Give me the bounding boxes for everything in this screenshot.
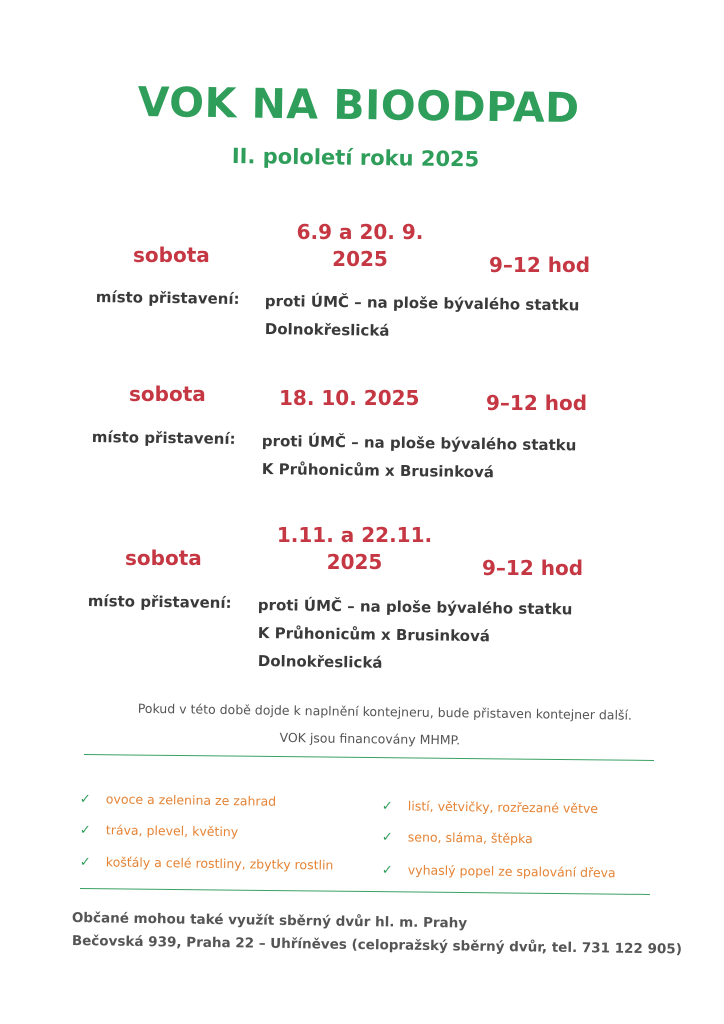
note-line1: Pokud v této době dojde k naplnění kontejneru, bude přistaven kontejner další. bbox=[137, 700, 633, 723]
check-icon: ✓ bbox=[79, 854, 91, 871]
check-icon: ✓ bbox=[79, 791, 91, 808]
event-1-day: sobota bbox=[133, 243, 210, 267]
event-3-date bbox=[262, 522, 447, 576]
footer-line2: Bečovská 939, Praha 22 – Uhříněves (celopražský sběrný dvůr, tel. 731 122 905) bbox=[71, 933, 683, 958]
check-icon: ✓ bbox=[381, 862, 393, 879]
list-item bbox=[382, 795, 598, 817]
event-1-place-label: místo přistavení: bbox=[95, 288, 240, 309]
item-label: ovoce a zelenina ze zahrad bbox=[105, 791, 277, 809]
check-icon: ✓ bbox=[381, 829, 393, 846]
event-1-place-line2: Dolnokřeslická bbox=[264, 320, 390, 340]
item-label: košťály a celé rostliny, zbytky rostlin bbox=[105, 854, 334, 873]
list-item bbox=[80, 788, 277, 810]
page-title: VOK NA BIOODPAD bbox=[137, 78, 580, 133]
event-1-date bbox=[285, 219, 435, 273]
item-label: vyhaslý popel ze spalování dřeva bbox=[407, 862, 616, 881]
event-3-place-label: místo přistavení: bbox=[87, 592, 232, 613]
event-2-place-line1: proti ÚMČ – na ploše bývalého statku bbox=[261, 432, 577, 455]
event-3-place-line3: Dolnokřeslická bbox=[257, 652, 383, 672]
list-item bbox=[80, 819, 239, 840]
item-label: tráva, plevel, květiny bbox=[105, 822, 239, 840]
check-icon: ✓ bbox=[79, 822, 91, 839]
item-label: listí, větvičky, rozřezané větve bbox=[407, 798, 599, 817]
event-1-date-line1: 6.9 a 20. 9. bbox=[296, 220, 424, 244]
event-2-time: 9–12 hod bbox=[486, 391, 588, 415]
event-3-place-line1: proti ÚMČ – na ploše bývalého statku bbox=[257, 596, 573, 619]
check-icon: ✓ bbox=[381, 798, 393, 815]
event-3-day: sobota bbox=[125, 546, 202, 570]
event-2-date: 18. 10. 2025 bbox=[279, 386, 420, 410]
list-item bbox=[80, 851, 334, 874]
event-3-date-line2: 2025 bbox=[326, 550, 383, 574]
event-1-time: 9–12 hod bbox=[489, 253, 591, 277]
divider-top bbox=[84, 754, 654, 761]
footer-line1: Občané mohou také využít sběrný dvůr hl. m. Prahy bbox=[71, 910, 468, 932]
item-label: seno, sláma, štěpka bbox=[407, 829, 533, 847]
event-3-date-line1: 1.11. a 22.11. bbox=[276, 523, 433, 547]
event-1-place-line1: proti ÚMČ – na ploše bývalého statku bbox=[264, 292, 580, 315]
event-3-place-line2: K Průhonicům x Brusinková bbox=[257, 624, 491, 646]
divider-bottom bbox=[80, 888, 650, 895]
event-2-day: sobota bbox=[129, 382, 206, 406]
list-item bbox=[382, 859, 616, 881]
note-line2: VOK jsou financovány MHMP. bbox=[279, 729, 461, 748]
event-2-place-line2: K Průhonicům x Brusinková bbox=[261, 460, 495, 482]
event-3-time: 9–12 hod bbox=[482, 556, 584, 580]
page-subtitle: II. pololetí roku 2025 bbox=[231, 144, 480, 172]
event-2-place-label: místo přistavení: bbox=[91, 428, 236, 449]
event-1-date-line2: 2025 bbox=[332, 247, 388, 271]
list-item bbox=[382, 826, 533, 847]
